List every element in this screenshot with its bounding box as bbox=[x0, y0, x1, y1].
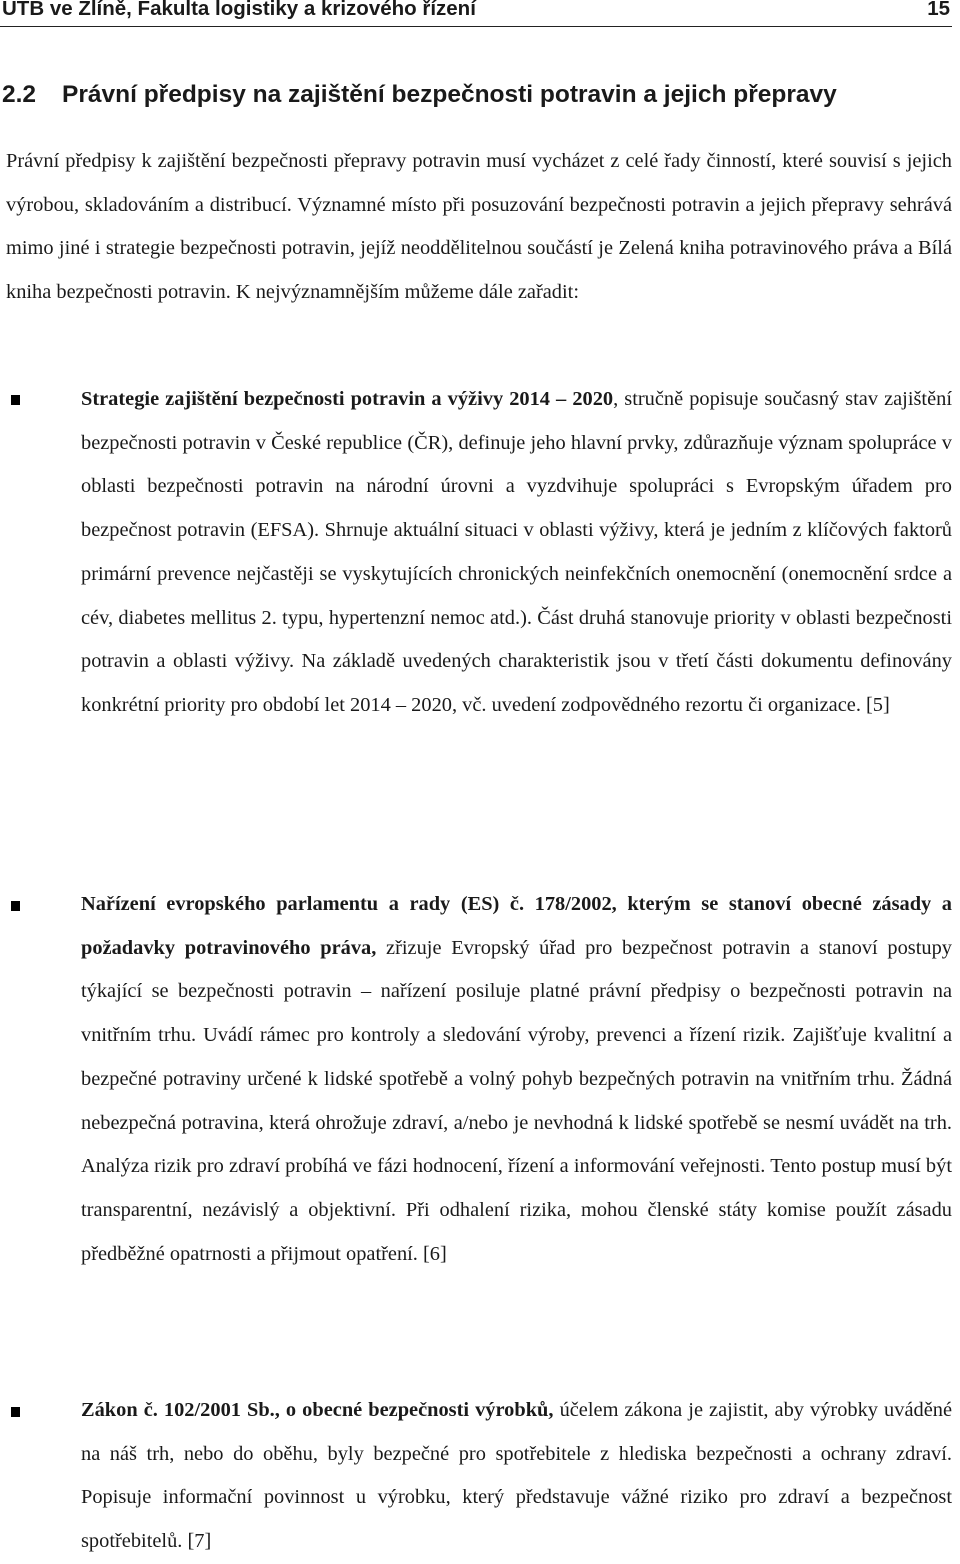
page-number: 15 bbox=[927, 0, 950, 20]
bullet-icon bbox=[11, 1407, 20, 1417]
intro-paragraph: Právní předpisy k zajištění bezpečnosti přepravy potravin musí vycházet z celé řady činností, které souvisí s jejich výrobou, skladováním a distribucí. Významné místo při posuzování bezpečnosti potravin a jejich přepravy sehrává mimo jiné i strategie bezpečnosti potravin, jejíž neoddělitelnou součástí je Zelená kniha potravinového práva a Bílá kniha bezpečnosti potravin. K nejvýznamnějším můžeme dále zařadit: bbox=[6, 150, 952, 304]
list-item-body: účelem zákona je zajistit, aby výrobky uváděné na náš trh, nebo do oběhu, byly bezpečné pro spotřebitele z hlediska bezpečnosti a ochrany zdraví. Popisuje informační povinnost u výrobku, který představuje vážné riziko pro zdraví a bezpečnost spotřebitelů. [7] bbox=[81, 1399, 952, 1553]
list-item-body: , stručně popisuje současný stav zajištění bezpečnosti potravin v České republice (ČR), definuje jeho hlavní prvky, zdůrazňuje význam spolupráce v oblasti bezpečnosti potravin na národní úrovni a vyzdvihuje spolupráci s Evropským úřadem pro bezpečnost potravin (EFSA). Shrnuje aktuální situaci v oblasti výživy, která je jedním z klíčových faktorů primární prevence nejčastěji se vyskytujících chronických neinfekčních onemocnění (onemocnění srdce a cév, diabetes mellitus 2. typu, hypertenzní nemoc atd.). Část druhá stanovuje priority v oblasti bezpečnosti potravin a oblasti výživy. Na základě uvedených charakteristik jsou v třetí části dokumentu definovány konkrétní priority pro období let 2014 – 2020, vč. uvedení zodpovědného rezortu či organizace. [5] bbox=[81, 388, 953, 716]
list-item-text bbox=[81, 883, 952, 1276]
list-item-text bbox=[81, 378, 952, 728]
list-item-text bbox=[81, 1389, 952, 1564]
section-heading bbox=[2, 78, 952, 112]
list-item-title: Zákon č. 102/2001 Sb., o obecné bezpečnosti výrobků, bbox=[81, 1399, 554, 1421]
bullet-icon bbox=[11, 901, 20, 911]
list-item-body: zřizuje Evropský úřad pro bezpečnost potravin a stanoví postupy týkající se bezpečnosti potravin – nařízení posiluje platné právní předpisy o bezpečnosti potravin na vnitřním trhu. Uvádí rámec pro kontroly a sledování výroby, prevenci a řízení rizik. Zajišťuje kvalitní a bezpečné potraviny určené k lidské spotřebě a volný pohyb bezpečných potravin na vnitřním trhu. Žádná nebezpečná potravina, která ohrožuje zdraví, a/nebo je nevhodná k lidské spotřebě se nesmí uvádět na trh. Analýza rizik pro zdraví probíhá ve fázi hodnocení, řízení a informování veřejnosti. Tento postup musí být transparentní, nezávislý a objektivní. Při odhalení rizika, mohou členské státy komise použít zásadu předběžné opatrnosti a přijmout opatření. [6] bbox=[81, 936, 952, 1265]
running-header bbox=[0, 0, 952, 27]
list-item-title: Strategie zajištění bezpečnosti potravin a výživy 2014 – 2020 bbox=[81, 388, 614, 410]
bullet-icon bbox=[11, 395, 20, 405]
section-number: 2.2 bbox=[2, 81, 37, 108]
list-item-title: Nařízení evropského parlamentu a rady (ES) č. 178/2002, kterým se stanoví obecné zásady a požadavky potravinového práva, bbox=[81, 893, 952, 959]
section-title: Právní předpisy na zajištění bezpečnosti potravin a jejich přepravy bbox=[62, 81, 837, 108]
header-title: UTB ve Zlíně, Fakulta logistiky a krizového řízení bbox=[2, 0, 476, 20]
